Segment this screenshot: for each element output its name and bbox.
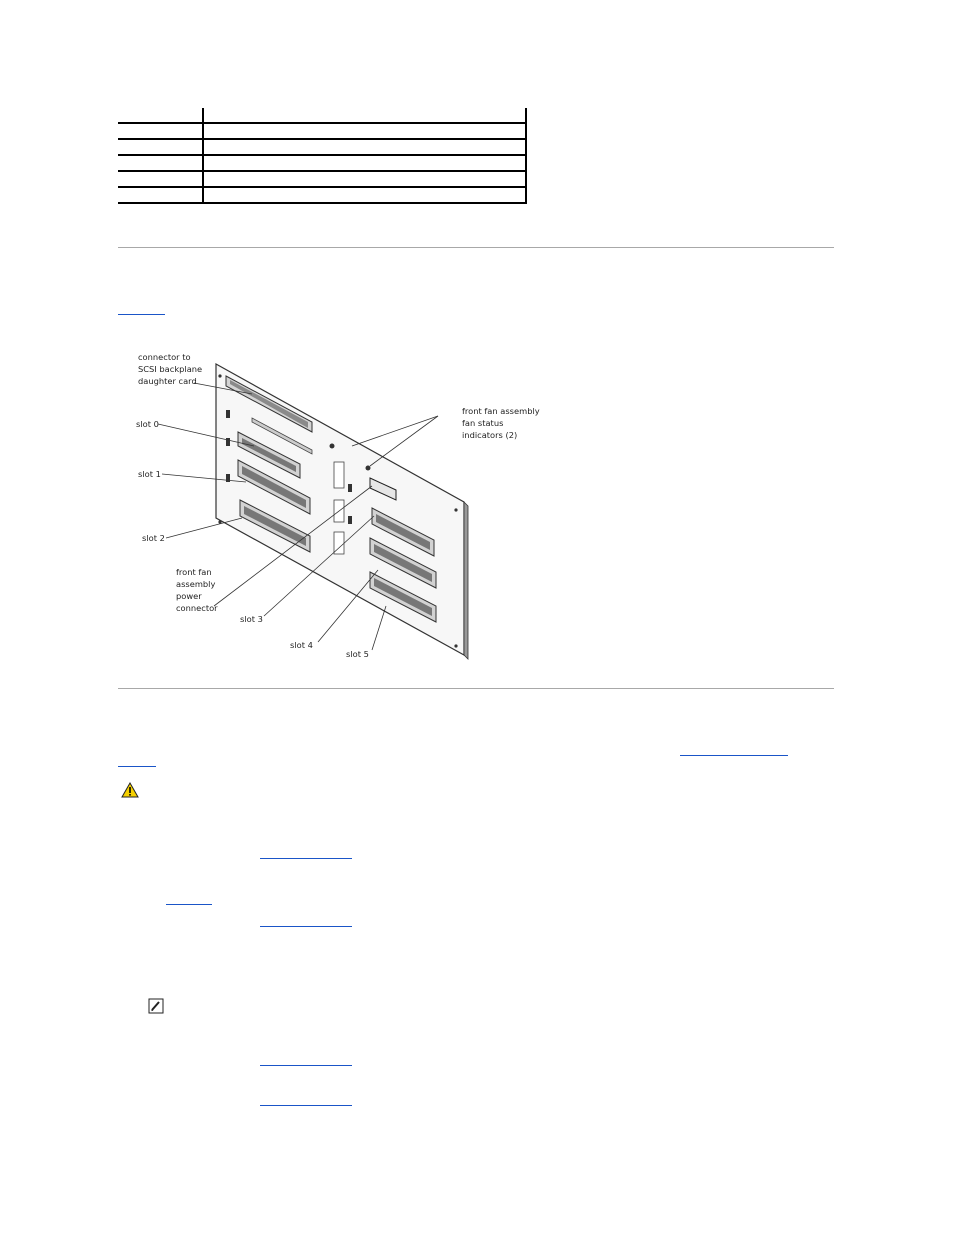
label-connector-3: daughter card: [138, 376, 197, 386]
table-cell: [203, 139, 526, 155]
table-cell: [118, 171, 203, 187]
back-to-top-link[interactable]: [118, 314, 165, 315]
step-link[interactable]: [260, 858, 352, 859]
caution-icon: [121, 782, 139, 798]
section-divider: [118, 688, 834, 689]
label-fan-power-4: connector: [176, 603, 218, 613]
label-fan-status-3: indicators (2): [462, 430, 518, 440]
table-row: [118, 123, 526, 139]
table-cell: [118, 187, 203, 203]
step-link[interactable]: [260, 1065, 352, 1066]
label-fan-status-2: fan status: [462, 418, 504, 428]
step-link[interactable]: [260, 926, 352, 927]
table-row: [118, 187, 526, 203]
label-slot-4: slot 4: [290, 640, 313, 650]
table-row: [118, 171, 526, 187]
fan-status-led: [330, 444, 335, 449]
section-divider: [118, 247, 834, 248]
label-slot-2: slot 2: [142, 533, 165, 543]
label-connector-1: connector to: [138, 352, 191, 362]
label-slot-1: slot 1: [138, 469, 161, 479]
step-link[interactable]: [260, 1105, 352, 1106]
figure-link[interactable]: [166, 904, 212, 905]
table-row: [118, 155, 526, 171]
table-cell: [203, 155, 526, 171]
label-fan-power-3: power: [176, 591, 202, 601]
label-slot-3: slot 3: [240, 614, 263, 624]
table-row: [118, 108, 526, 123]
label-fan-power-1: front fan: [176, 567, 212, 577]
spec-table: [118, 108, 527, 204]
procedure-link[interactable]: [680, 755, 788, 756]
procedure-link-continued[interactable]: [118, 766, 156, 767]
table-cell: [203, 187, 526, 203]
note-icon: [148, 998, 164, 1014]
table-row: [118, 139, 526, 155]
label-fan-power-2: assembly: [176, 579, 216, 589]
label-slot-0: slot 0: [136, 419, 159, 429]
fan-status-led: [366, 466, 371, 471]
backplane-figure: [134, 350, 544, 660]
table-cell: [118, 155, 203, 171]
table-cell: [203, 171, 526, 187]
table-cell: [118, 108, 203, 123]
label-connector-2: SCSI backplane: [138, 364, 203, 374]
label-fan-status-1: front fan assembly: [462, 406, 540, 416]
table-cell: [118, 123, 203, 139]
table-cell: [118, 139, 203, 155]
label-slot-5: slot 5: [346, 649, 369, 659]
table-cell: [203, 108, 526, 123]
table-cell: [203, 123, 526, 139]
